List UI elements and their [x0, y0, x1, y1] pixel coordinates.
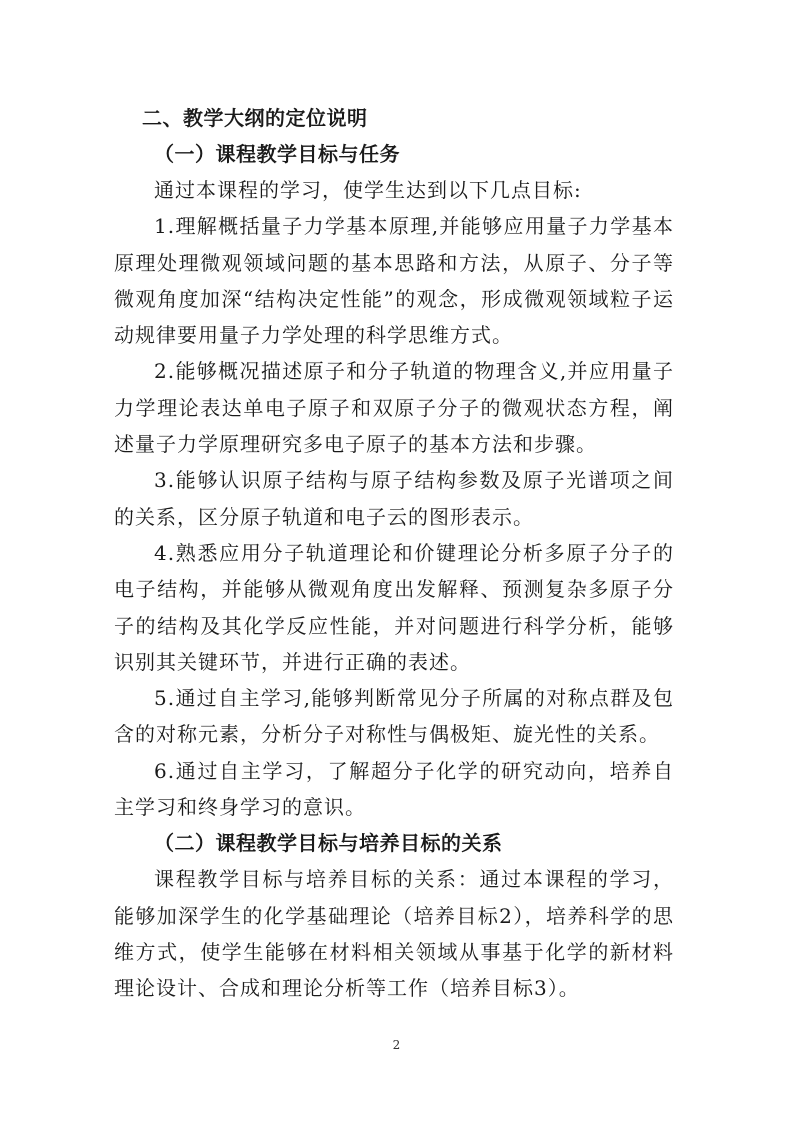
objective-item-6: 6.通过自主学习，了解超分子化学的研究动向，培养自主学习和终身学习的意识。	[114, 758, 674, 820]
objective-item-2: 2.能够概况描述原子和分子轨道的物理含义,并应用量子力学理论表达单电子原子和双原子分子的微观状态方程，阐述量子力学原理研究多电子原子的基本方法和步骤。	[114, 359, 674, 457]
subsection-heading-1: （一）课程教学目标与任务	[154, 142, 400, 166]
relation-paragraph: 课程教学目标与培养目标的关系：通过本课程的学习，能够加深学生的化学基础理论（培养目标2），培养科学的思维方式，使学生能够在材料相关领域从事基于化学的新材料理论设计、合成和理论分析等工作（培养目标3）。	[114, 867, 674, 1001]
page-content	[114, 100, 674, 1007]
subsection-heading-2: （二）课程教学目标与培养目标的关系	[154, 831, 503, 856]
intro-paragraph: 通过本课程的学习，使学生达到以下几点目标:	[154, 178, 582, 202]
section-heading: 二、教学大纲的定位说明	[142, 106, 368, 130]
objective-item-1: 1.理解概括量子力学基本原理,并能够应用量子力学基本原理处理微观领域问题的基本思路和方法，从原子、分子等微观角度加深“结构决定性能”的观念，形成微观领域粒子运动规律要用量子力学处理的科学思维方式。	[114, 214, 674, 348]
objective-item-3: 3.能够认识原子结构与原子结构参数及原子光谱项之间的关系，区分原子轨道和电子云的图形表示。	[114, 468, 674, 529]
objective-item-4: 4.熟悉应用分子轨道理论和价键理论分析多原子分子的电子结构，并能够从微观角度出发解释、预测复杂多原子分子的结构及其化学反应性能，并对问题进行科学分析，能够识别其关键环节，并进行正确的表述。	[114, 540, 674, 674]
objective-item-5: 5.通过自主学习,能够判断常见分子所属的对称点群及包含的对称元素，分析分子对称性与偶极矩、旋光性的关系。	[114, 686, 674, 747]
page-number: 2	[392, 1038, 401, 1052]
